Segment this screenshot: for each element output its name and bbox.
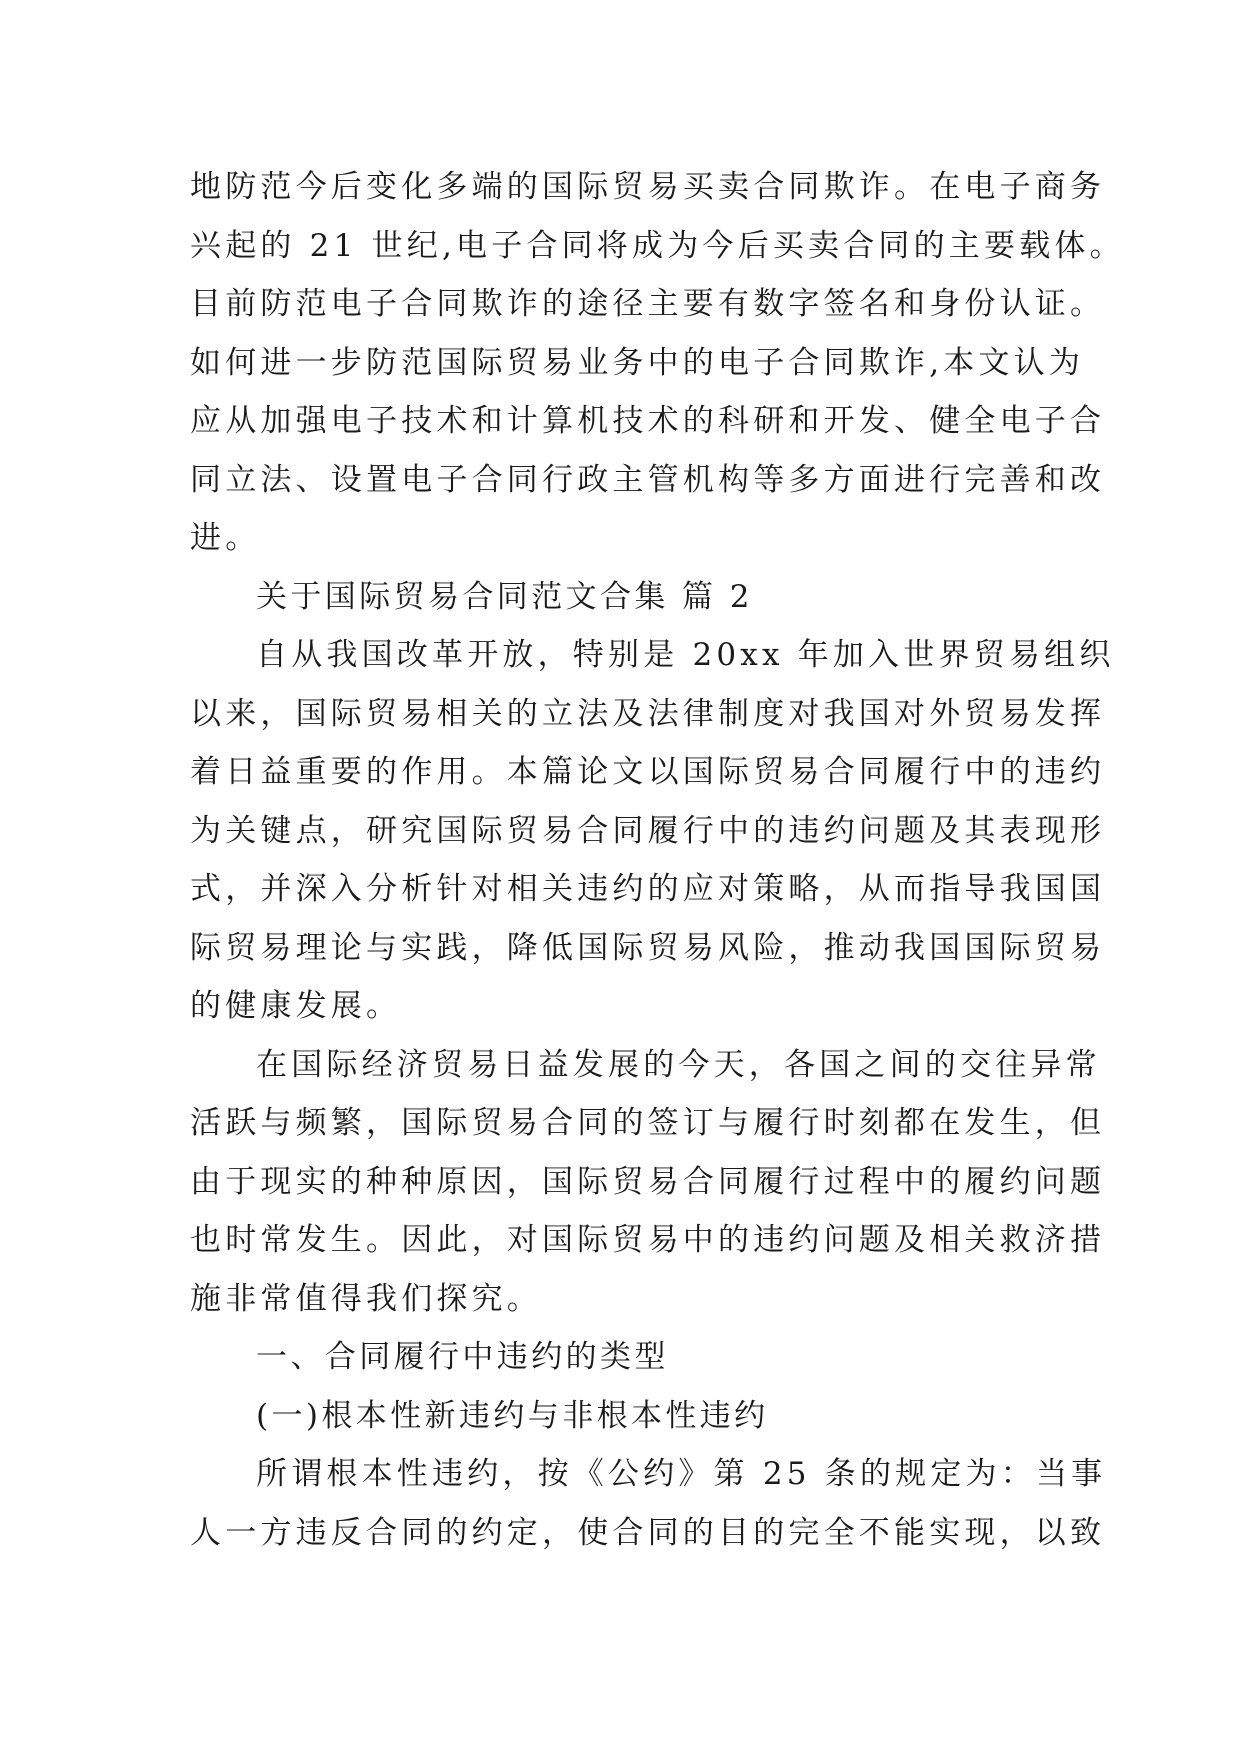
text-line: 应从加强电子技术和计算机技术的科研和开发、健全电子合 <box>190 403 1106 439</box>
text-line: 式，并深入分析针对相关违约的应对策略，从而指导我国国 <box>190 871 1106 907</box>
paragraph-start-line: 所谓根本性违约，按《公约》第 25 条的规定为：当事 <box>256 1456 1107 1492</box>
paragraph-start-line: 自从我国改革开放，特别是 20xx 年加入世界贸易组织 <box>256 637 1115 673</box>
text-line: 由于现实的种种原因，国际贸易合同履行过程中的履约问题 <box>190 1163 1106 1200</box>
section-heading: 关于国际贸易合同范文合集 篇 2 <box>256 578 753 615</box>
text-line: 目前防范电子合同欺诈的途径主要有数字签名和身份认证。 <box>190 286 1106 322</box>
text-line: 也时常发生。因此，对国际贸易中的违约问题及相关救济措 <box>190 1222 1106 1258</box>
document-body <box>190 158 1125 1562</box>
text-line: 际贸易理论与实践，降低国际贸易风险，推动我国国际贸易 <box>190 929 1106 966</box>
text-line: 进。 <box>190 520 261 556</box>
paragraph-start-line: 在国际经济贸易日益发展的今天，各国之间的交往异常 <box>256 1046 1101 1083</box>
text-line: 施非常值得我们探究。 <box>190 1280 542 1317</box>
text-line: 同立法、设置电子合同行政主管机构等多方面进行完善和改 <box>190 461 1106 498</box>
text-line: 地防范今后变化多端的国际贸易买卖合同欺诈。在电子商务 <box>190 169 1106 205</box>
subsection-heading: 一、合同履行中违约的类型 <box>256 1339 669 1375</box>
text-line: 的健康发展。 <box>190 988 402 1024</box>
text-line: 为关键点，研究国际贸易合同履行中的违约问题及其表现形 <box>190 812 1106 849</box>
text-line: 着日益重要的作用。本篇论文以国际贸易合同履行中的违约 <box>190 754 1106 790</box>
text-line: 兴起的 21 世纪,电子合同将成为今后买卖合同的主要载体。 <box>190 227 1125 264</box>
text-line: 活跃与频繁，国际贸易合同的签订与履行时刻都在发生，但 <box>190 1105 1106 1141</box>
text-line: 以来，国际贸易相关的立法及法律制度对我国对外贸易发挥 <box>190 695 1106 732</box>
subsection-heading: (一)根本性新违约与非根本性违约 <box>256 1397 769 1434</box>
text-line: 人一方违反合同的约定，使合同的目的完全不能实现，以致 <box>190 1514 1106 1551</box>
text-line: 如何进一步防范国际贸易业务中的电子合同欺诈,本文认为 <box>190 344 1085 381</box>
